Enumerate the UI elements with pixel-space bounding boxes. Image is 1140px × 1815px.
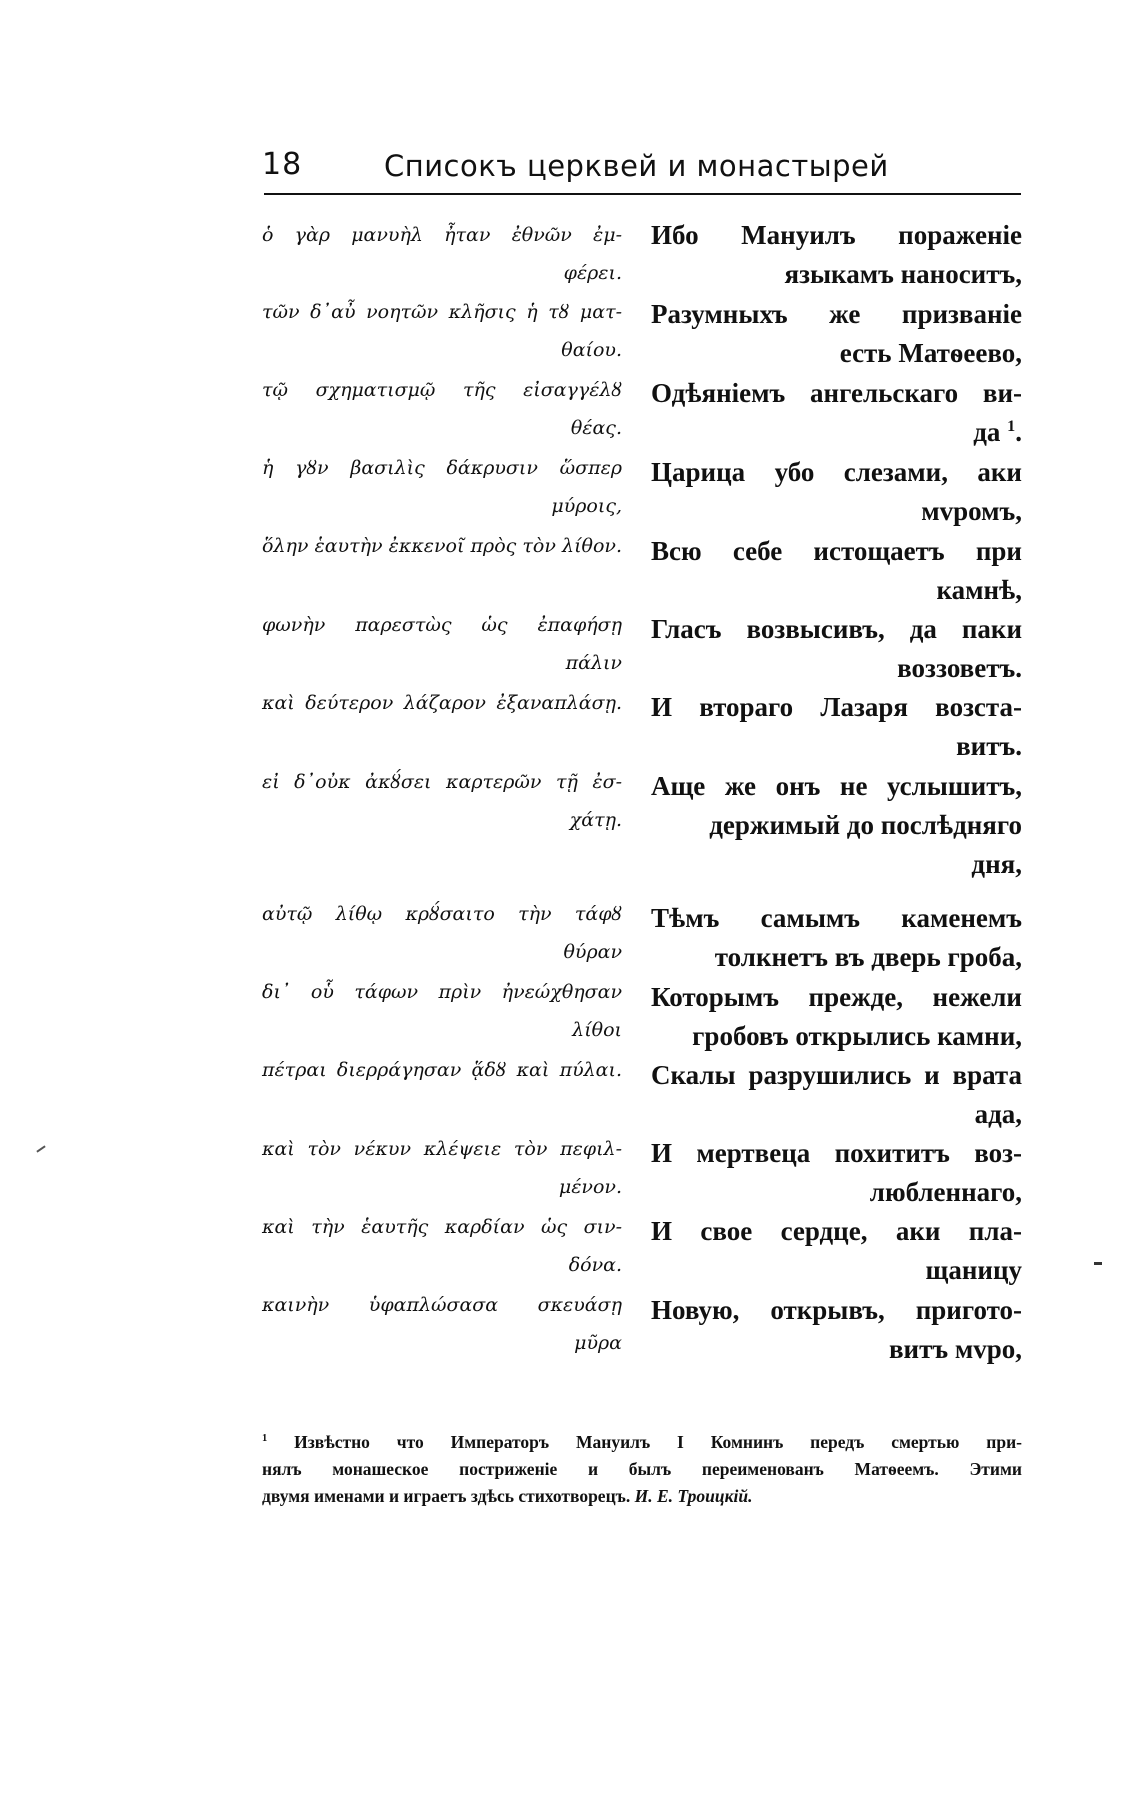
- greek-line: καὶ τὸν νέκυν κλέψειε τὸν πεφιλ-: [262, 1138, 622, 1160]
- greek-line: ὅλην ἑαυτὴν ἐκκενοῖ πρὸς τὸν λίθον.: [262, 535, 622, 557]
- greek-line: μένον.: [558, 1176, 622, 1198]
- greek-line: τῶν δ᾽αὖ νοητῶν κλῆσις ἡ τȣ ματ-: [262, 301, 622, 323]
- running-title: Списокъ церквей и монастырей: [384, 149, 889, 183]
- footnote-reference: 1: [1007, 417, 1016, 435]
- russian-line: дня,: [971, 849, 1022, 879]
- greek-line: λίθοι: [572, 1019, 622, 1041]
- russian-line: Ибо Мануилъ пораженіе: [651, 220, 1022, 250]
- header-rule: [264, 193, 1021, 195]
- greek-line: καὶ δεύτερον λάζαρον ἐξαναπλάσῃ.: [262, 692, 622, 714]
- russian-line: любленнаго,: [869, 1177, 1022, 1207]
- russian-line: языкамъ наноситъ,: [784, 259, 1022, 289]
- russian-line: Всю себе истощаетъ при: [651, 536, 1022, 566]
- russian-line-text: да: [973, 417, 1001, 447]
- russian-line: Разумныхъ же призваніе: [651, 299, 1022, 329]
- greek-line: ἡ γȣν βασιλὶς δάκρυσιν ὥσπερ: [262, 457, 622, 479]
- russian-line: И мертвеца похититъ воз-: [651, 1138, 1022, 1168]
- footnote-line: [262, 1483, 1022, 1510]
- greek-line: θέας.: [570, 417, 622, 439]
- russian-line: Скалы разрушились и врата: [651, 1060, 1022, 1090]
- russian-line: Одѣяніемъ ангельскаго ви-: [651, 378, 1022, 408]
- russian-line: Царица убо слезами, аки: [651, 457, 1022, 487]
- russian-line: Тѣмъ самымъ каменемъ: [651, 903, 1022, 933]
- footnote-line: [262, 1425, 1022, 1456]
- russian-line: да $^1$.: [973, 417, 1022, 447]
- margin-dot: [1094, 1262, 1102, 1265]
- russian-line: И свое сердце, аки пла-: [651, 1216, 1022, 1246]
- russian-line: мvромъ,: [921, 496, 1022, 526]
- russian-line: держимый до послѣдняго: [709, 810, 1022, 840]
- greek-line: μῦρα: [574, 1332, 622, 1354]
- footnote-text: двумя именами и играетъ здѣсь стихотворецъ.: [262, 1485, 631, 1506]
- russian-line: витъ.: [956, 731, 1022, 761]
- greek-line: θαίου.: [561, 339, 622, 361]
- greek-line: δόνα.: [568, 1254, 622, 1276]
- footnote-line: нялъ монашеское постриженіе и былъ переименованъ Матѳеемъ. Этими: [262, 1458, 1022, 1479]
- russian-line: есть Матѳеево,: [839, 338, 1022, 368]
- footnote-author: И. Е. Троицкій.: [634, 1485, 753, 1506]
- russian-line: щаницу: [925, 1255, 1022, 1285]
- margin-mark: [36, 1145, 45, 1152]
- russian-line: Гласъ возвысивъ, да паки: [651, 614, 1022, 644]
- greek-line: τῷ σχηματισμῷ τῆς εἰσαγγέλȣ: [262, 379, 622, 401]
- russian-line: камнѣ,: [936, 575, 1022, 605]
- page-number: 18: [262, 147, 303, 182]
- greek-line: δι᾽ οὗ τάφων πρὶν ἠνεώχθησαν: [262, 981, 622, 1003]
- greek-line: φωνὴν παρεστὼς ὡς ἐπαφήσῃ: [262, 614, 622, 636]
- greek-line: ὁ γὰρ μανυὴλ ἦταν ἐθνῶν ἐμ-: [262, 224, 622, 246]
- greek-line: πέτραι διερράγησαν ᾅδȣ καὶ πύλαι.: [262, 1059, 622, 1081]
- greek-line: εἰ δ᾽οὐκ ἀκȣ́σει καρτερῶν τῇ ἐσ-: [262, 771, 622, 793]
- russian-line: витъ мvро,: [888, 1334, 1022, 1364]
- russian-line: ада,: [974, 1099, 1022, 1129]
- greek-line: μύροις,: [551, 495, 622, 517]
- greek-line: αὐτῷ λίθῳ κρȣ́σαιτο τὴν τάφȣ: [262, 903, 622, 925]
- greek-line: φέρει.: [563, 262, 622, 284]
- greek-line: καὶ τὴν ἑαυτῆς καρδίαν ὡς σιν-: [262, 1216, 622, 1238]
- greek-line: θύραν: [563, 941, 622, 963]
- russian-line: И втораго Лазаря возста-: [651, 692, 1022, 722]
- footnote-text: Извѣстно что Императоръ Мануилъ I Комнинъ передъ смертью при-: [294, 1431, 1022, 1452]
- russian-line: Аще же онъ не услышитъ,: [651, 771, 1022, 801]
- russian-line: гробовъ открылись камни,: [692, 1021, 1022, 1051]
- russian-line: толкнетъ въ дверь гроба,: [714, 942, 1022, 972]
- greek-line: πάλιν: [565, 652, 622, 674]
- footnote-marker: 1: [262, 1433, 268, 1444]
- footnote: [262, 1425, 1022, 1510]
- russian-line: воззоветъ.: [897, 653, 1022, 683]
- greek-line: καινὴν ὑφαπλώσασα σκευάσῃ: [262, 1294, 622, 1316]
- russian-line: Которымъ прежде, нежели: [651, 982, 1022, 1012]
- page-header: [262, 145, 1022, 197]
- russian-line: Новую, открывъ, пригото-: [651, 1295, 1022, 1325]
- greek-line: χάτῃ.: [569, 809, 622, 831]
